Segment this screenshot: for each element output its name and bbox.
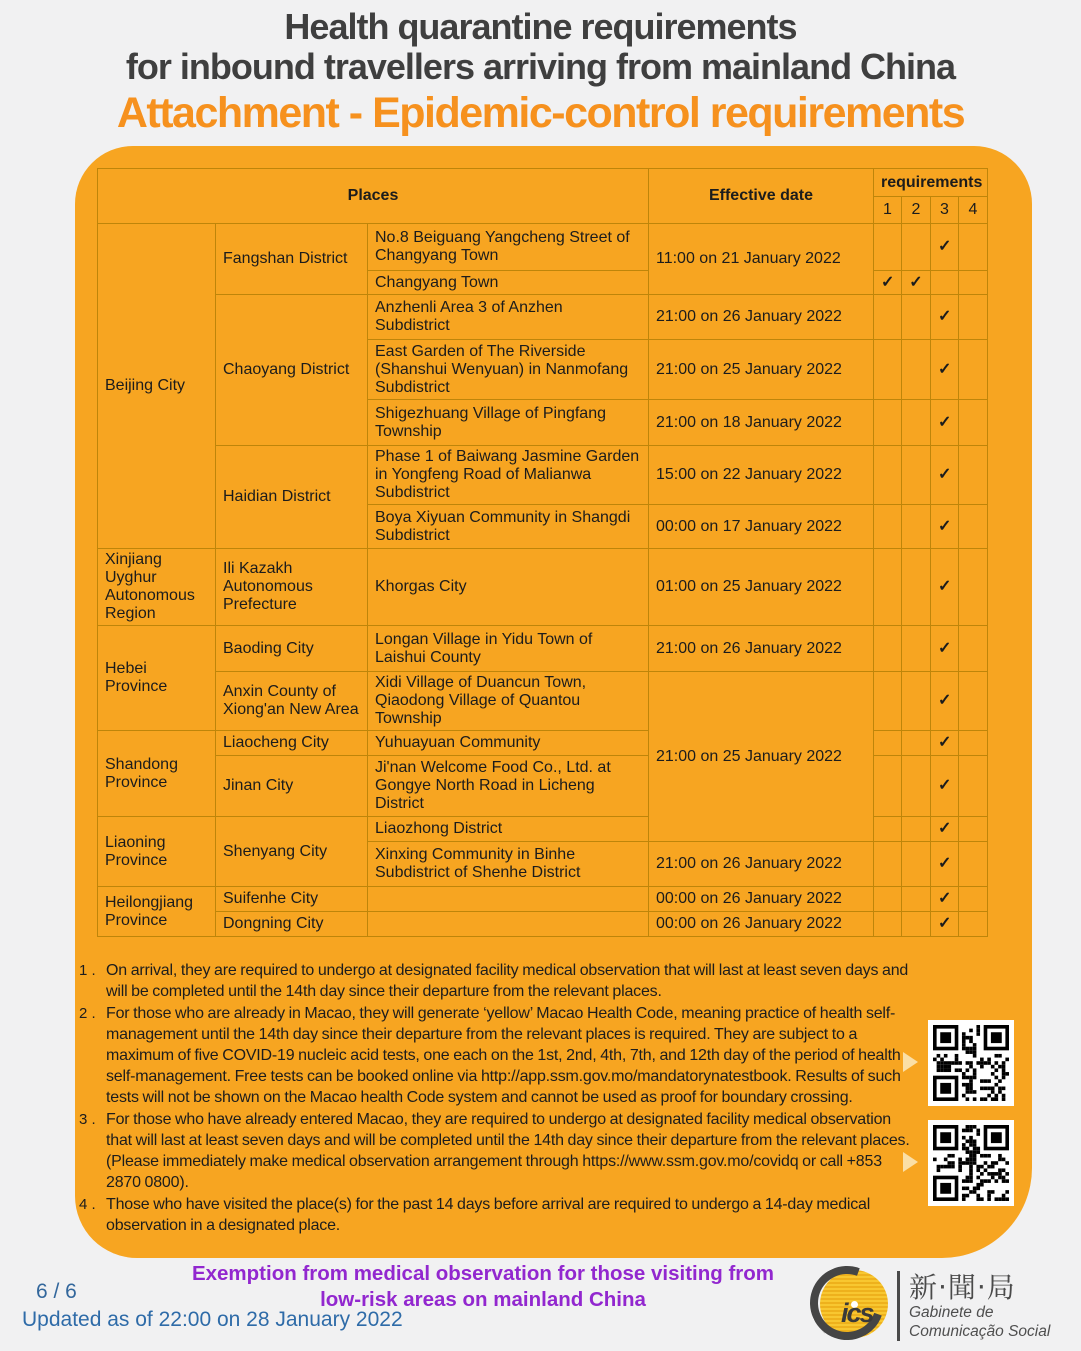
req-check-4	[959, 756, 988, 817]
exemption-line2: low-risk areas on mainland China	[320, 1288, 646, 1311]
req-check-3: ✓	[931, 626, 959, 672]
req-check-1	[874, 887, 902, 912]
footnote-text: On arrival, they are required to undergo at designated facility medical observation that will last at least seven days and will be completed until the 14th day since their departure from the relevant places.	[106, 962, 909, 1000]
req-col-2: 2	[902, 197, 931, 224]
req-check-4	[959, 271, 988, 295]
req-check-3: ✓	[931, 224, 959, 271]
req-check-3: ✓	[931, 400, 959, 446]
place-cell: Liaozhong District	[368, 817, 649, 842]
place-cell: Phase 1 of Baiwang Jasmine Garden in Yongfeng Road of Malianwa Subdistrict	[368, 446, 649, 505]
req-check-1	[874, 912, 902, 937]
city-cell: Suifenhe City	[216, 887, 368, 912]
place-cell: East Garden of The Riverside (Shanshui Wenyuan) in Nanmofang Subdistrict	[368, 340, 649, 400]
city-cell: Dongning City	[216, 912, 368, 937]
req-check-1	[874, 446, 902, 505]
req-check-1	[874, 756, 902, 817]
date-cell: 01:00 on 25 January 2022	[649, 549, 874, 626]
table-row	[98, 672, 988, 731]
footnote-1	[79, 960, 911, 1002]
req-check-1: ✓	[874, 271, 902, 295]
place-cell	[368, 887, 649, 912]
province-cell: Heilongjiang Province	[98, 887, 216, 937]
column-header-effective-date: Effective date	[649, 169, 874, 224]
place-cell	[368, 912, 649, 937]
req-check-2: ✓	[902, 271, 931, 295]
req-check-3: ✓	[931, 340, 959, 400]
place-cell: Boya Xiyuan Community in Shangdi Subdistrict	[368, 505, 649, 549]
req-col-1: 1	[874, 197, 902, 224]
req-check-2	[902, 505, 931, 549]
arrow-right-icon	[903, 1052, 918, 1072]
req-check-3: ✓	[931, 549, 959, 626]
table-row	[98, 295, 988, 340]
req-check-2	[902, 340, 931, 400]
req-check-3: ✓	[931, 446, 959, 505]
logo-divider	[897, 1271, 900, 1341]
req-check-4	[959, 505, 988, 549]
table-row	[98, 224, 988, 271]
place-cell: Anzhenli Area 3 of Anzhen Subdistrict	[368, 295, 649, 340]
req-check-4	[959, 731, 988, 756]
place-cell: Xidi Village of Duancun Town, Qiaodong Village of Quantou Township	[368, 672, 649, 731]
exemption-line1: Exemption from medical observation for those visiting from	[191, 1262, 775, 1285]
req-check-3: ✓	[931, 887, 959, 912]
table-row	[98, 626, 988, 672]
place-cell: Khorgas City	[368, 549, 649, 626]
date-cell: 00:00 on 17 January 2022	[649, 505, 874, 549]
date-cell: 21:00 on 26 January 2022	[649, 842, 874, 887]
date-cell: 21:00 on 26 January 2022	[649, 626, 874, 672]
req-check-2	[902, 756, 931, 817]
req-check-2	[902, 842, 931, 887]
table-header-row	[98, 169, 988, 197]
logo-org-name: Gabinete de Comunicação Social	[909, 1304, 1051, 1340]
updated-timestamp: Updated as of 22:00 on 28 January 2022	[22, 1308, 403, 1331]
req-check-1	[874, 505, 902, 549]
req-check-4	[959, 626, 988, 672]
req-check-4	[959, 912, 988, 937]
req-check-3: ✓	[931, 912, 959, 937]
req-check-3: ✓	[931, 842, 959, 887]
date-cell: 21:00 on 26 January 2022	[649, 295, 874, 340]
date-cell: 11:00 on 21 January 2022	[649, 224, 874, 295]
req-check-1	[874, 549, 902, 626]
date-cell: 15:00 on 22 January 2022	[649, 446, 874, 505]
province-cell: Shandong Province	[98, 731, 216, 817]
column-header-requirements: requirements	[874, 169, 988, 197]
column-header-places: Places	[98, 169, 649, 224]
arrow-right-icon	[903, 1152, 918, 1172]
req-check-3: ✓	[931, 295, 959, 340]
footnote-number: 3 .	[79, 1111, 96, 1128]
attachment-subtitle: Attachment - Epidemic-control requirements	[116, 89, 965, 137]
footnote-4	[79, 1194, 911, 1236]
req-col-4: 4	[959, 197, 988, 224]
req-check-2	[902, 912, 931, 937]
req-check-4	[959, 400, 988, 446]
table-row	[98, 446, 988, 505]
city-cell: Chaoyang District	[216, 295, 368, 446]
place-cell: Xinxing Community in Binhe Subdistrict of Shenhe District	[368, 842, 649, 887]
date-cell: 21:00 on 18 January 2022	[649, 400, 874, 446]
qr-code-booking	[928, 1020, 1014, 1106]
qr-code-covidq	[928, 1120, 1014, 1206]
province-cell: Beijing City	[98, 224, 216, 549]
city-cell: Jinan City	[216, 756, 368, 817]
notice-panel	[75, 146, 1032, 1258]
page-title-line1: Health quarantine requirements	[284, 6, 797, 47]
city-cell: Haidian District	[216, 446, 368, 549]
req-check-4	[959, 224, 988, 271]
city-cell: Anxin County of Xiong'an New Area	[216, 672, 368, 731]
exemption-note	[168, 1261, 798, 1313]
province-cell: Xinjiang Uyghur Autonomous Region	[98, 549, 216, 626]
footnote-3	[79, 1109, 911, 1193]
footnote-text: For those who are already in Macao, they will generate ‘yellow’ Macao Health Code, meaning practice of health self-management until the 14th day since their departure from the relevant places is required. They are subject to a maximum of five COVID-19 nucleic acid tests, one each on the 1st, 2nd, 4th, 7th, and 12th day of the period of health self-management. Free tests can be booked online via http://app.ssm.gov.mo/mandatorynatestbook. Results of such tests will not be shown on the Macao health Code system and cannot be used as proof for boundary crossing.	[106, 1005, 901, 1106]
req-check-4	[959, 295, 988, 340]
place-cell: No.8 Beiguang Yangcheng Street of Changyang Town	[368, 224, 649, 271]
req-check-3	[931, 271, 959, 295]
req-check-3: ✓	[931, 505, 959, 549]
place-cell: Yuhuayuan Community	[368, 731, 649, 756]
req-check-1	[874, 817, 902, 842]
requirements-table	[97, 168, 988, 937]
footnote-number: 2 .	[79, 1005, 96, 1022]
req-check-1	[874, 842, 902, 887]
date-cell: 21:00 on 25 January 2022	[649, 672, 874, 842]
logo-chinese-name: 新‧聞‧局	[909, 1271, 1016, 1304]
place-cell: Ji'nan Welcome Food Co., Ltd. at Gongye North Road in Licheng District	[368, 756, 649, 817]
req-check-2	[902, 626, 931, 672]
req-check-3: ✓	[931, 672, 959, 731]
city-cell: Ili Kazakh Autonomous Prefecture	[216, 549, 368, 626]
province-cell: Hebei Province	[98, 626, 216, 731]
city-cell: Baoding City	[216, 626, 368, 672]
footnote-number: 4 .	[79, 1196, 96, 1213]
req-check-4	[959, 842, 988, 887]
footnote-text: Those who have visited the place(s) for the past 14 days before arrival are required to undergo a 14-day medical observation in a designated place.	[106, 1196, 871, 1234]
city-cell: Liaocheng City	[216, 731, 368, 756]
province-cell: Liaoning Province	[98, 817, 216, 887]
req-check-2	[902, 446, 931, 505]
gcs-logo	[780, 1266, 1075, 1346]
req-check-3: ✓	[931, 756, 959, 817]
page-title-line2: for inbound travellers arriving from mainland China	[125, 46, 956, 87]
place-cell: Changyang Town	[368, 271, 649, 295]
req-check-4	[959, 817, 988, 842]
req-check-2	[902, 295, 931, 340]
req-check-4	[959, 887, 988, 912]
date-cell: 00:00 on 26 January 2022	[649, 887, 874, 912]
req-check-3: ✓	[931, 817, 959, 842]
req-check-4	[959, 672, 988, 731]
req-check-1	[874, 295, 902, 340]
req-check-1	[874, 731, 902, 756]
req-check-2	[902, 549, 931, 626]
footnote-2	[79, 1003, 911, 1108]
req-check-1	[874, 672, 902, 731]
req-check-2	[902, 224, 931, 271]
req-check-2	[902, 817, 931, 842]
table-row	[98, 912, 988, 937]
req-check-4	[959, 446, 988, 505]
date-cell: 00:00 on 26 January 2022	[649, 912, 874, 937]
city-cell: Fangshan District	[216, 224, 368, 295]
footnote-number: 1 .	[79, 962, 96, 979]
req-check-1	[874, 340, 902, 400]
footnote-text: For those who have already entered Macao, they are required to undergo at designated facility medical observation that will last at least seven days and will be completed until the 14th day since their departure from the relevant places. (Please immediately make medical observation arrangement through https://www.ssm.gov.mo/covidq or call +853 2870 0800).	[106, 1111, 910, 1191]
req-check-2	[902, 887, 931, 912]
req-check-3: ✓	[931, 731, 959, 756]
req-check-4	[959, 549, 988, 626]
table-row	[98, 549, 988, 626]
req-check-1	[874, 400, 902, 446]
table-row	[98, 887, 988, 912]
req-check-2	[902, 672, 931, 731]
req-col-3: 3	[931, 197, 959, 224]
req-check-1	[874, 626, 902, 672]
req-check-1	[874, 224, 902, 271]
place-cell: Shigezhuang Village of Pingfang Township	[368, 400, 649, 446]
footer	[0, 1258, 1081, 1351]
page-number: 6 / 6	[36, 1280, 77, 1303]
req-check-2	[902, 731, 931, 756]
city-cell: Shenyang City	[216, 817, 368, 887]
title-block	[0, 7, 1081, 138]
req-check-4	[959, 340, 988, 400]
place-cell: Longan Village in Yidu Town of Laishui County	[368, 626, 649, 672]
footnotes	[79, 960, 911, 1237]
date-cell: 21:00 on 25 January 2022	[649, 340, 874, 400]
req-check-2	[902, 400, 931, 446]
logo-acronym: ics	[841, 1298, 873, 1328]
